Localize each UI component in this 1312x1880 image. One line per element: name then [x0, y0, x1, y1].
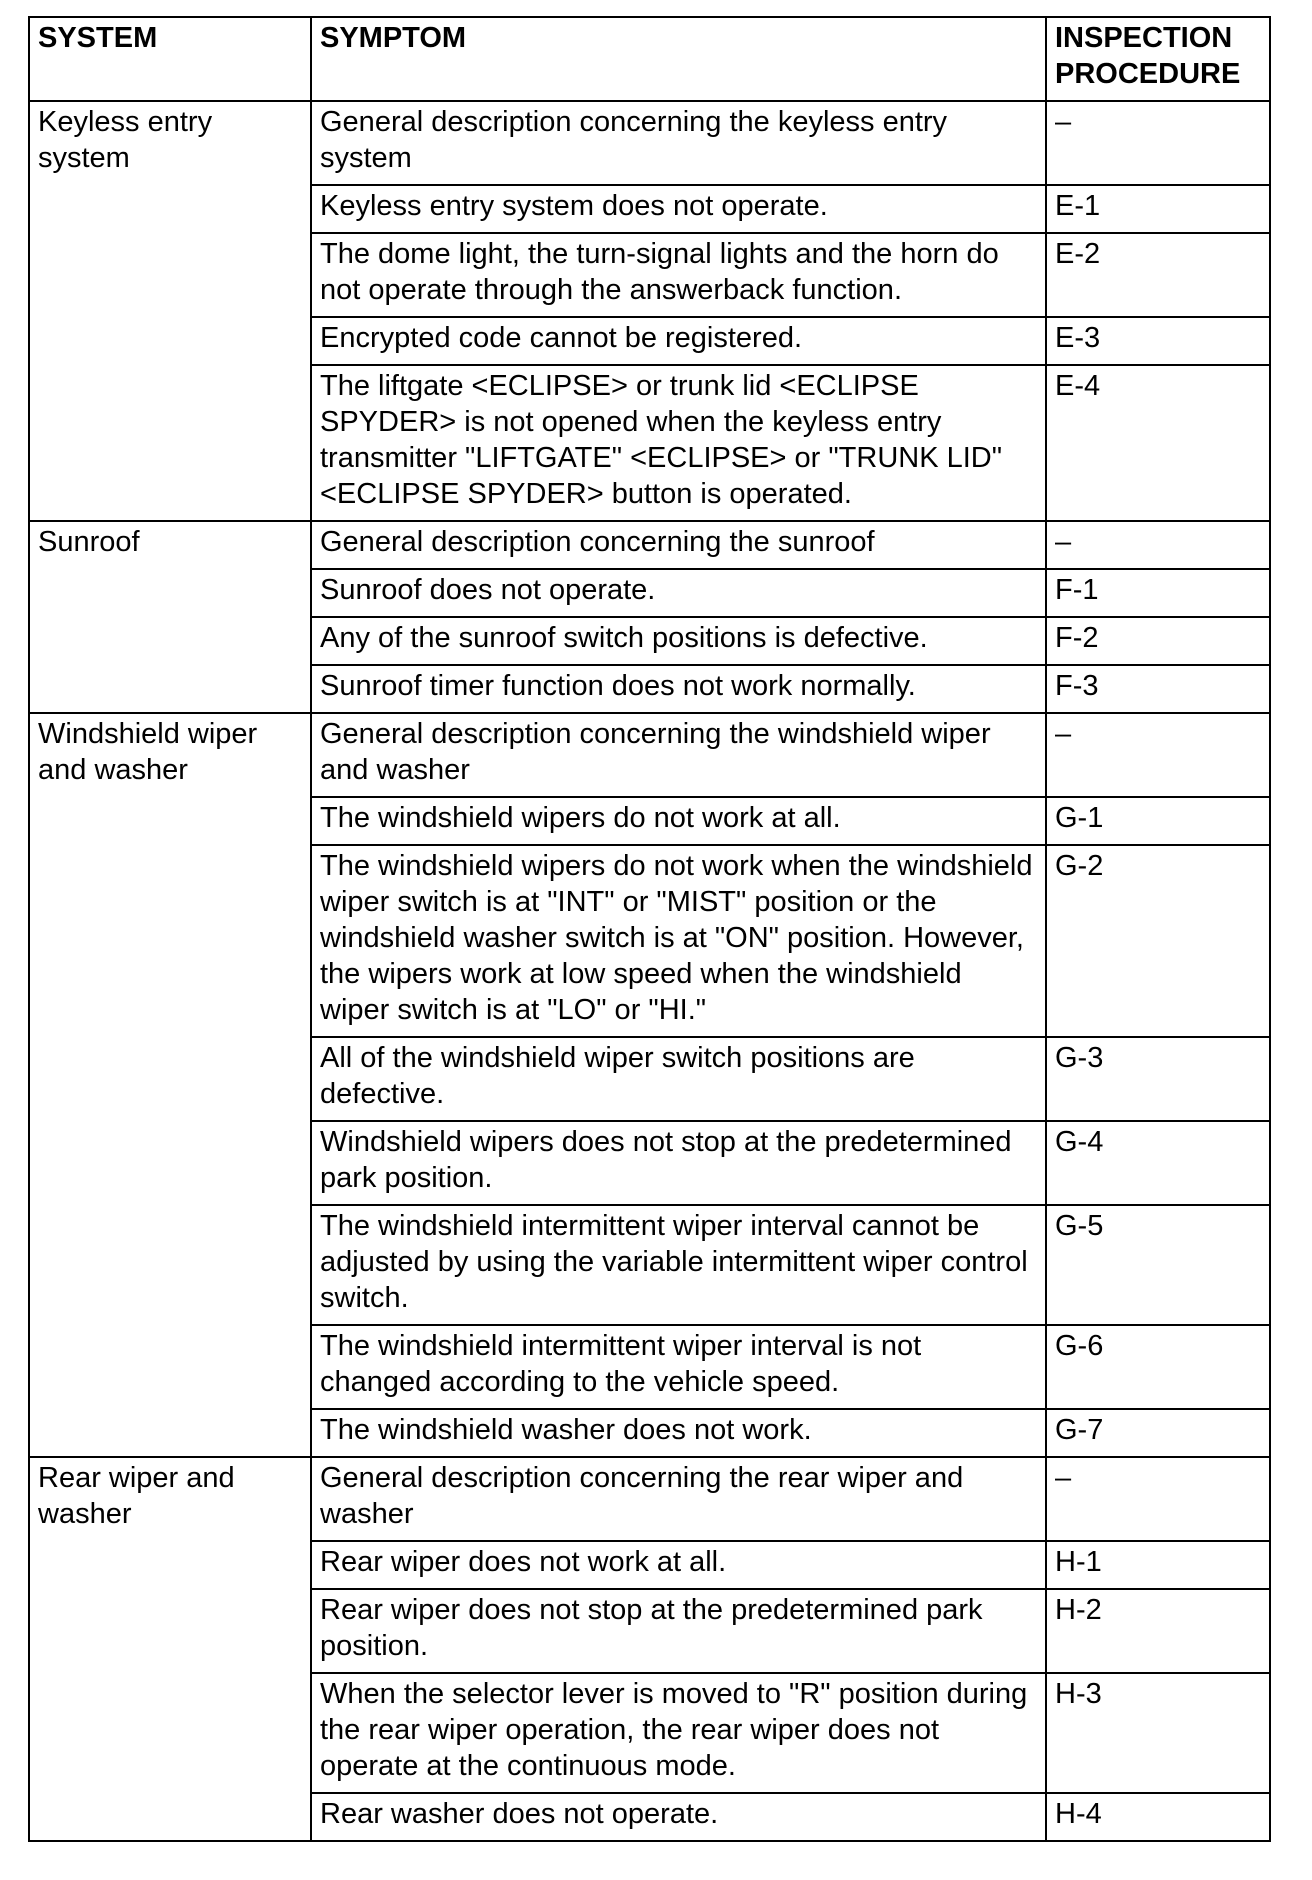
procedure-cell: H-2 — [1046, 1589, 1270, 1673]
symptom-cell: The windshield intermittent wiper interval cannot be adjusted by using the variable intermittent wiper control switch. — [311, 1205, 1046, 1325]
symptom-cell: Keyless entry system does not operate. — [311, 185, 1046, 233]
system-cell: Windshield wiper and washer — [29, 713, 311, 1457]
header-system: SYSTEM — [29, 17, 311, 101]
header-row — [29, 17, 1270, 101]
symptom-cell: The windshield intermittent wiper interval is not changed according to the vehicle speed. — [311, 1325, 1046, 1409]
symptom-cell: The windshield wipers do not work when the windshield wiper switch is at "INT" or "MIST" position or the windshield washer switch is at "ON" position. However, the wipers work at low speed when the windshield wiper switch is at "LO" or "HI." — [311, 845, 1046, 1037]
procedure-cell: E-3 — [1046, 317, 1270, 365]
symptom-cell: Windshield wipers does not stop at the predetermined park position. — [311, 1121, 1046, 1205]
symptom-cell: Sunroof does not operate. — [311, 569, 1046, 617]
symptom-cell: Rear washer does not operate. — [311, 1793, 1046, 1841]
procedure-cell: G-6 — [1046, 1325, 1270, 1409]
table-header — [29, 17, 1270, 101]
symptom-table — [28, 16, 1271, 1842]
procedure-cell: G-5 — [1046, 1205, 1270, 1325]
header-symptom: SYMPTOM — [311, 17, 1046, 101]
symptom-cell: General description concerning the keyless entry system — [311, 101, 1046, 185]
table-row — [29, 101, 1270, 185]
table-row — [29, 521, 1270, 569]
system-cell: Keyless entry system — [29, 101, 311, 521]
procedure-cell: G-1 — [1046, 797, 1270, 845]
procedure-cell: – — [1046, 521, 1270, 569]
procedure-cell: H-1 — [1046, 1541, 1270, 1589]
system-cell: Sunroof — [29, 521, 311, 713]
table-row — [29, 713, 1270, 797]
procedure-cell: E-1 — [1046, 185, 1270, 233]
procedure-cell: G-4 — [1046, 1121, 1270, 1205]
table-row — [29, 1457, 1270, 1541]
procedure-cell: F-2 — [1046, 617, 1270, 665]
symptom-cell: The windshield washer does not work. — [311, 1409, 1046, 1457]
header-inspection-procedure: INSPECTION PROCEDURE — [1046, 17, 1270, 101]
symptom-cell: Sunroof timer function does not work normally. — [311, 665, 1046, 713]
symptom-cell: Encrypted code cannot be registered. — [311, 317, 1046, 365]
table-body — [29, 101, 1270, 1841]
procedure-cell: F-1 — [1046, 569, 1270, 617]
symptom-cell: General description concerning the windshield wiper and washer — [311, 713, 1046, 797]
system-cell: Rear wiper and washer — [29, 1457, 311, 1841]
symptom-cell: The windshield wipers do not work at all. — [311, 797, 1046, 845]
symptom-cell: General description concerning the rear wiper and washer — [311, 1457, 1046, 1541]
procedure-cell: – — [1046, 713, 1270, 797]
procedure-cell: – — [1046, 1457, 1270, 1541]
symptom-cell: Any of the sunroof switch positions is defective. — [311, 617, 1046, 665]
procedure-cell: F-3 — [1046, 665, 1270, 713]
procedure-cell: G-2 — [1046, 845, 1270, 1037]
symptom-cell: All of the windshield wiper switch positions are defective. — [311, 1037, 1046, 1121]
document-page — [28, 16, 1271, 1842]
procedure-cell: H-3 — [1046, 1673, 1270, 1793]
procedure-cell: G-7 — [1046, 1409, 1270, 1457]
symptom-cell: Rear wiper does not stop at the predetermined park position. — [311, 1589, 1046, 1673]
procedure-cell: E-2 — [1046, 233, 1270, 317]
procedure-cell: G-3 — [1046, 1037, 1270, 1121]
procedure-cell: E-4 — [1046, 365, 1270, 521]
symptom-cell: Rear wiper does not work at all. — [311, 1541, 1046, 1589]
symptom-cell: When the selector lever is moved to "R" position during the rear wiper operation, the rear wiper does not operate at the continuous mode. — [311, 1673, 1046, 1793]
symptom-cell: The dome light, the turn-signal lights and the horn do not operate through the answerback function. — [311, 233, 1046, 317]
procedure-cell: – — [1046, 101, 1270, 185]
symptom-cell: The liftgate <ECLIPSE> or trunk lid <ECLIPSE SPYDER> is not opened when the keyless entry transmitter "LIFTGATE" <ECLIPSE> or "TRUNK LID" <ECLIPSE SPYDER> button is operated. — [311, 365, 1046, 521]
symptom-cell: General description concerning the sunroof — [311, 521, 1046, 569]
procedure-cell: H-4 — [1046, 1793, 1270, 1841]
